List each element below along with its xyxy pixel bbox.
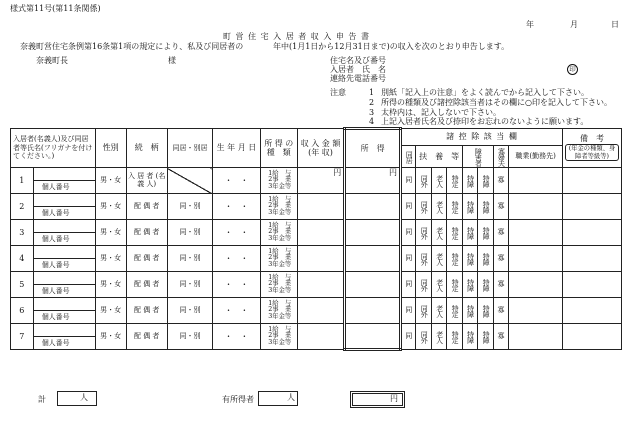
- ded-shogai-a[interactable]: 特障: [466, 174, 475, 187]
- note-4-text: 上記入居者氏名及び捺印をお忘れのないように願います。: [381, 117, 589, 126]
- shotoku-cell: [345, 324, 401, 350]
- earners-box[interactable]: [258, 391, 298, 406]
- name-cell[interactable]: [33, 168, 95, 181]
- birthdate-cell[interactable]: ・ ・: [213, 220, 260, 246]
- earners-unit: 人: [287, 393, 295, 402]
- note-3-num: 3: [369, 108, 375, 117]
- ded-fuyou-c[interactable]: 特定: [451, 304, 460, 317]
- income-type-business: 2事 業: [268, 228, 292, 236]
- ded-shogai-a[interactable]: 特障: [466, 200, 475, 213]
- gender-cell[interactable]: 男・女: [95, 194, 126, 220]
- income-type-pension: 3年金等: [268, 286, 292, 294]
- header-name: 入居者(名義人)及び同居者等氏名(フリガナを付けてください。): [11, 129, 96, 168]
- table-row: [11, 272, 622, 285]
- cohabit-cell[interactable]: 同・別: [167, 324, 212, 350]
- ded-fuyou-a[interactable]: 同外: [420, 278, 429, 291]
- header-shogaisha: 障害者: [474, 147, 483, 166]
- ded-fuyou-a[interactable]: 同外: [420, 200, 429, 213]
- ded-shogai-a[interactable]: 特障: [466, 304, 475, 317]
- income-type-pension: 3年金等: [268, 182, 292, 190]
- ded-fuyou-b[interactable]: 老人: [435, 252, 444, 265]
- gender-cell[interactable]: 男・女: [95, 324, 126, 350]
- header-occupation: 職業(勤務先): [509, 146, 563, 168]
- ded-shogai-a[interactable]: 特障: [466, 252, 475, 265]
- income-type-salary: 1給 与: [268, 273, 292, 281]
- ded-fuyou-b[interactable]: 老人: [435, 200, 444, 213]
- note-2-num: 2: [369, 98, 375, 107]
- earners-label: 有所得者: [222, 395, 254, 404]
- row-number: 5: [11, 272, 34, 298]
- relation-cell: 配 偶 者: [126, 298, 167, 324]
- shotoku-cell: [345, 246, 401, 272]
- income-type-cell[interactable]: [260, 194, 297, 220]
- table-row: [11, 194, 622, 207]
- table-row: [11, 298, 622, 311]
- ded-shogai-b[interactable]: 特障: [482, 330, 491, 343]
- shotoku-cell: [345, 220, 401, 246]
- ded-fuyou-c[interactable]: 特定: [451, 278, 460, 291]
- income-type-cell[interactable]: [260, 246, 297, 272]
- ded-doukyo-cell[interactable]: 同: [400, 298, 415, 324]
- header-income-type: 所 得 の 種 類: [260, 129, 297, 168]
- table-row: [11, 168, 622, 181]
- relation-cell: 配 偶 者: [126, 272, 167, 298]
- header-doukyo: 同居: [405, 150, 414, 163]
- ded-fuyou-b[interactable]: 老人: [435, 304, 444, 317]
- income-type-cell[interactable]: [260, 168, 297, 194]
- income-type-business: 2事 業: [268, 254, 292, 262]
- relation-cell: 配 偶 者: [126, 194, 167, 220]
- shotoku-cell: [345, 272, 401, 298]
- name-cell[interactable]: [33, 220, 95, 233]
- intro-right: 年中(1月1日から12月31日まで)の収入を次のとおり申告します。: [273, 42, 510, 51]
- header-remarks-note: (年金の種類、身障者等級等): [565, 144, 619, 160]
- income-type-business: 2事 業: [268, 176, 292, 184]
- row-number: 2: [11, 194, 34, 220]
- cohabit-cell[interactable]: [167, 168, 212, 194]
- birthdate-cell[interactable]: ・ ・: [213, 194, 260, 220]
- income-type-salary: 1給 与: [268, 169, 292, 177]
- individual-number-label: 個人番号: [33, 285, 95, 298]
- table-row: [11, 246, 622, 259]
- income-type-salary: 1給 与: [268, 247, 292, 255]
- name-cell[interactable]: [33, 324, 95, 337]
- birthdate-cell[interactable]: ・ ・: [213, 168, 260, 194]
- income-table: [10, 127, 622, 351]
- ded-doukyo-cell[interactable]: 同: [400, 246, 415, 272]
- income-amount-cell[interactable]: 円: [297, 168, 344, 194]
- ded-shogai-a[interactable]: 特障: [466, 226, 475, 239]
- relation-cell: 配 偶 者: [126, 324, 167, 350]
- remarks-cell[interactable]: [563, 168, 622, 194]
- gender-cell[interactable]: 男・女: [95, 246, 126, 272]
- gender-cell[interactable]: 男・女: [95, 168, 126, 194]
- income-amount-cell[interactable]: [297, 246, 344, 272]
- ded-doukyo-cell[interactable]: 同: [400, 168, 415, 194]
- remarks-cell[interactable]: [563, 324, 622, 350]
- ded-fuyou-b[interactable]: 老人: [435, 174, 444, 187]
- income-type-pension: 3年金等: [268, 260, 292, 268]
- ded-kafu-cell[interactable]: 寡: [493, 194, 508, 220]
- table-row: [11, 220, 622, 233]
- total-persons-unit: 人: [80, 393, 88, 402]
- income-type-business: 2事 業: [268, 332, 292, 340]
- occupation-cell[interactable]: [509, 246, 563, 272]
- note-4-num: 4: [369, 117, 375, 126]
- note-1-text: 別紙「記入上の注意」をよく読んでから記入して下さい。: [381, 88, 589, 97]
- birthdate-cell[interactable]: ・ ・: [213, 324, 260, 350]
- income-type-cell[interactable]: [260, 298, 297, 324]
- page-title: 町 営 住 宅 入 居 者 収 入 申 告 書: [223, 32, 370, 41]
- individual-number-label: 個人番号: [33, 337, 95, 350]
- ded-shogai-b[interactable]: 特障: [482, 278, 491, 291]
- name-cell[interactable]: [33, 298, 95, 311]
- income-amount-cell[interactable]: [297, 298, 344, 324]
- ded-fuyou-c[interactable]: 特定: [451, 174, 460, 187]
- ded-doukyo-cell[interactable]: 同: [400, 272, 415, 298]
- ded-fuyou-c[interactable]: 特定: [451, 226, 460, 239]
- birthdate-cell[interactable]: ・ ・: [213, 272, 260, 298]
- individual-number-label: 個人番号: [33, 259, 95, 272]
- gender-cell[interactable]: 男・女: [95, 220, 126, 246]
- income-type-pension: 3年金等: [268, 312, 292, 320]
- form-number: 様式第11号(第11条関係): [10, 4, 101, 13]
- note-3-text: 太枠内は、記入しないで下さい。: [381, 108, 501, 117]
- individual-number-label: 個人番号: [33, 207, 95, 220]
- relation-cell: 配 偶 者: [126, 246, 167, 272]
- income-type-pension: 3年金等: [268, 338, 292, 346]
- remarks-cell[interactable]: [563, 246, 622, 272]
- name-label: 入居者 氏 名: [330, 65, 386, 74]
- ded-fuyou-a[interactable]: 同外: [420, 226, 429, 239]
- cohabit-cell[interactable]: 同・別: [167, 194, 212, 220]
- ded-fuyou-b[interactable]: 老人: [435, 330, 444, 343]
- income-type-pension: 3年金等: [268, 234, 292, 242]
- income-type-cell[interactable]: [260, 220, 297, 246]
- ded-kafu-cell[interactable]: 寡: [493, 168, 508, 194]
- header-remarks: [563, 129, 622, 168]
- ded-kafu-cell[interactable]: 寡: [493, 298, 508, 324]
- ded-shogai-a[interactable]: 特障: [466, 330, 475, 343]
- row-number: 4: [11, 246, 34, 272]
- row-number: 1: [11, 168, 34, 194]
- income-type-salary: 1給 与: [268, 325, 292, 333]
- occupation-cell[interactable]: [509, 220, 563, 246]
- date-year: 年: [526, 20, 534, 29]
- gender-cell[interactable]: 男・女: [95, 298, 126, 324]
- ded-fuyou-c[interactable]: 特定: [451, 252, 460, 265]
- ded-fuyou-b[interactable]: 老人: [435, 226, 444, 239]
- income-amount-cell[interactable]: [297, 272, 344, 298]
- header-kafu: 寡婦夫: [497, 147, 506, 166]
- income-type-business: 2事 業: [268, 202, 292, 210]
- ded-shogai-b[interactable]: 特障: [482, 304, 491, 317]
- cohabit-cell[interactable]: 同・別: [167, 246, 212, 272]
- ded-doukyo-cell[interactable]: 同: [400, 324, 415, 350]
- total-label: 計: [38, 395, 46, 404]
- header-remarks-title: 備 考: [580, 134, 604, 144]
- cohabit-cell[interactable]: 同・別: [167, 298, 212, 324]
- remarks-cell[interactable]: [563, 194, 622, 220]
- row-number: 6: [11, 298, 34, 324]
- occupation-cell[interactable]: [509, 272, 563, 298]
- income-amount-cell[interactable]: [297, 220, 344, 246]
- name-cell[interactable]: [33, 272, 95, 285]
- table-row: [11, 324, 622, 337]
- ded-fuyou-a[interactable]: 同外: [420, 304, 429, 317]
- ded-fuyou-c[interactable]: 特定: [451, 200, 460, 213]
- row-number: 7: [11, 324, 34, 350]
- ded-shogai-b[interactable]: 特障: [482, 252, 491, 265]
- remarks-cell[interactable]: [563, 272, 622, 298]
- date-day: 日: [611, 20, 619, 29]
- notes-label: 注意: [330, 88, 346, 97]
- income-type-business: 2事 業: [268, 306, 292, 314]
- ded-doukyo-cell[interactable]: 同: [400, 220, 415, 246]
- date-month: 月: [570, 20, 578, 29]
- occupation-cell[interactable]: [509, 298, 563, 324]
- phone-label: 連絡先電話番号: [330, 74, 386, 83]
- total-income-box[interactable]: [350, 391, 405, 408]
- total-persons-box[interactable]: [57, 391, 97, 406]
- ded-shogai-b[interactable]: 特障: [482, 226, 491, 239]
- individual-number-label: 個人番号: [33, 181, 95, 194]
- header-income-amount: 収 入 金 額 (年 収): [297, 129, 344, 168]
- total-income-unit: 円: [390, 394, 398, 403]
- ded-fuyou-a[interactable]: 同外: [420, 174, 429, 187]
- remarks-cell[interactable]: [563, 220, 622, 246]
- individual-number-label: 個人番号: [33, 233, 95, 246]
- occupation-cell[interactable]: [509, 194, 563, 220]
- income-type-salary: 1給 与: [268, 195, 292, 203]
- ded-fuyou-a[interactable]: 同外: [420, 252, 429, 265]
- cohabit-cell[interactable]: 同・別: [167, 272, 212, 298]
- row-number: 3: [11, 220, 34, 246]
- ded-kafu-cell[interactable]: 寡: [493, 246, 508, 272]
- seal-icon: 印: [567, 64, 578, 75]
- ded-kafu-cell[interactable]: 寡: [493, 324, 508, 350]
- ded-doukyo-cell[interactable]: 同: [400, 194, 415, 220]
- birthdate-cell[interactable]: ・ ・: [213, 298, 260, 324]
- income-type-cell[interactable]: [260, 272, 297, 298]
- ded-fuyou-a[interactable]: 同外: [420, 330, 429, 343]
- income-amount-cell[interactable]: [297, 324, 344, 350]
- relation-cell: 配 偶 者: [126, 220, 167, 246]
- gender-cell[interactable]: 男・女: [95, 272, 126, 298]
- income-type-business: 2事 業: [268, 280, 292, 288]
- shotoku-cell: [345, 298, 401, 324]
- shotoku-cell: 円: [345, 168, 401, 194]
- ded-shogai-a[interactable]: 特障: [466, 278, 475, 291]
- header-gender: 性別: [95, 129, 126, 168]
- intro-left: 奈義町営住宅条例第16条第1項の規定により、私及び同居者の: [20, 42, 244, 51]
- income-type-pension: 3年金等: [268, 208, 292, 216]
- occupation-cell[interactable]: [509, 324, 563, 350]
- header-deductions: 諸 控 除 該 当 欄: [400, 129, 562, 146]
- income-type-salary: 1給 与: [268, 221, 292, 229]
- shotoku-cell: [345, 194, 401, 220]
- name-cell[interactable]: [33, 194, 95, 207]
- cohabit-cell[interactable]: 同・別: [167, 220, 212, 246]
- birthdate-cell[interactable]: ・ ・: [213, 246, 260, 272]
- ded-kafu-cell[interactable]: 寡: [493, 220, 508, 246]
- income-amount-cell[interactable]: [297, 194, 344, 220]
- ded-shogai-b[interactable]: 特障: [482, 200, 491, 213]
- header-relation: 続 柄: [126, 129, 167, 168]
- income-type-cell[interactable]: [260, 324, 297, 350]
- individual-number-label: 個人番号: [33, 311, 95, 324]
- occupation-cell[interactable]: [509, 168, 563, 194]
- note-2-text: 所得の種類及び諸控除該当者はその欄に○印を記入して下さい。: [381, 98, 612, 107]
- relation-cell: 入 居 者 (名 義 人): [126, 168, 167, 194]
- addressee: 奈義町長: [36, 56, 68, 65]
- ded-shogai-b[interactable]: 特障: [482, 174, 491, 187]
- header-birthdate: 生 年 月 日: [213, 129, 260, 168]
- remarks-cell[interactable]: [563, 298, 622, 324]
- address-label: 住宅名及び番号: [330, 56, 386, 65]
- ded-kafu-cell[interactable]: 寡: [493, 272, 508, 298]
- header-fuyou: 扶 養 等: [416, 146, 462, 168]
- header-cohabit: 同居・別居: [167, 129, 212, 168]
- addressee-suffix: 様: [168, 56, 176, 65]
- name-cell[interactable]: [33, 246, 95, 259]
- header-shotoku: 所 得: [345, 129, 401, 168]
- note-1-num: 1: [369, 88, 375, 97]
- income-type-salary: 1給 与: [268, 299, 292, 307]
- ded-fuyou-c[interactable]: 特定: [451, 330, 460, 343]
- ded-fuyou-b[interactable]: 老人: [435, 278, 444, 291]
